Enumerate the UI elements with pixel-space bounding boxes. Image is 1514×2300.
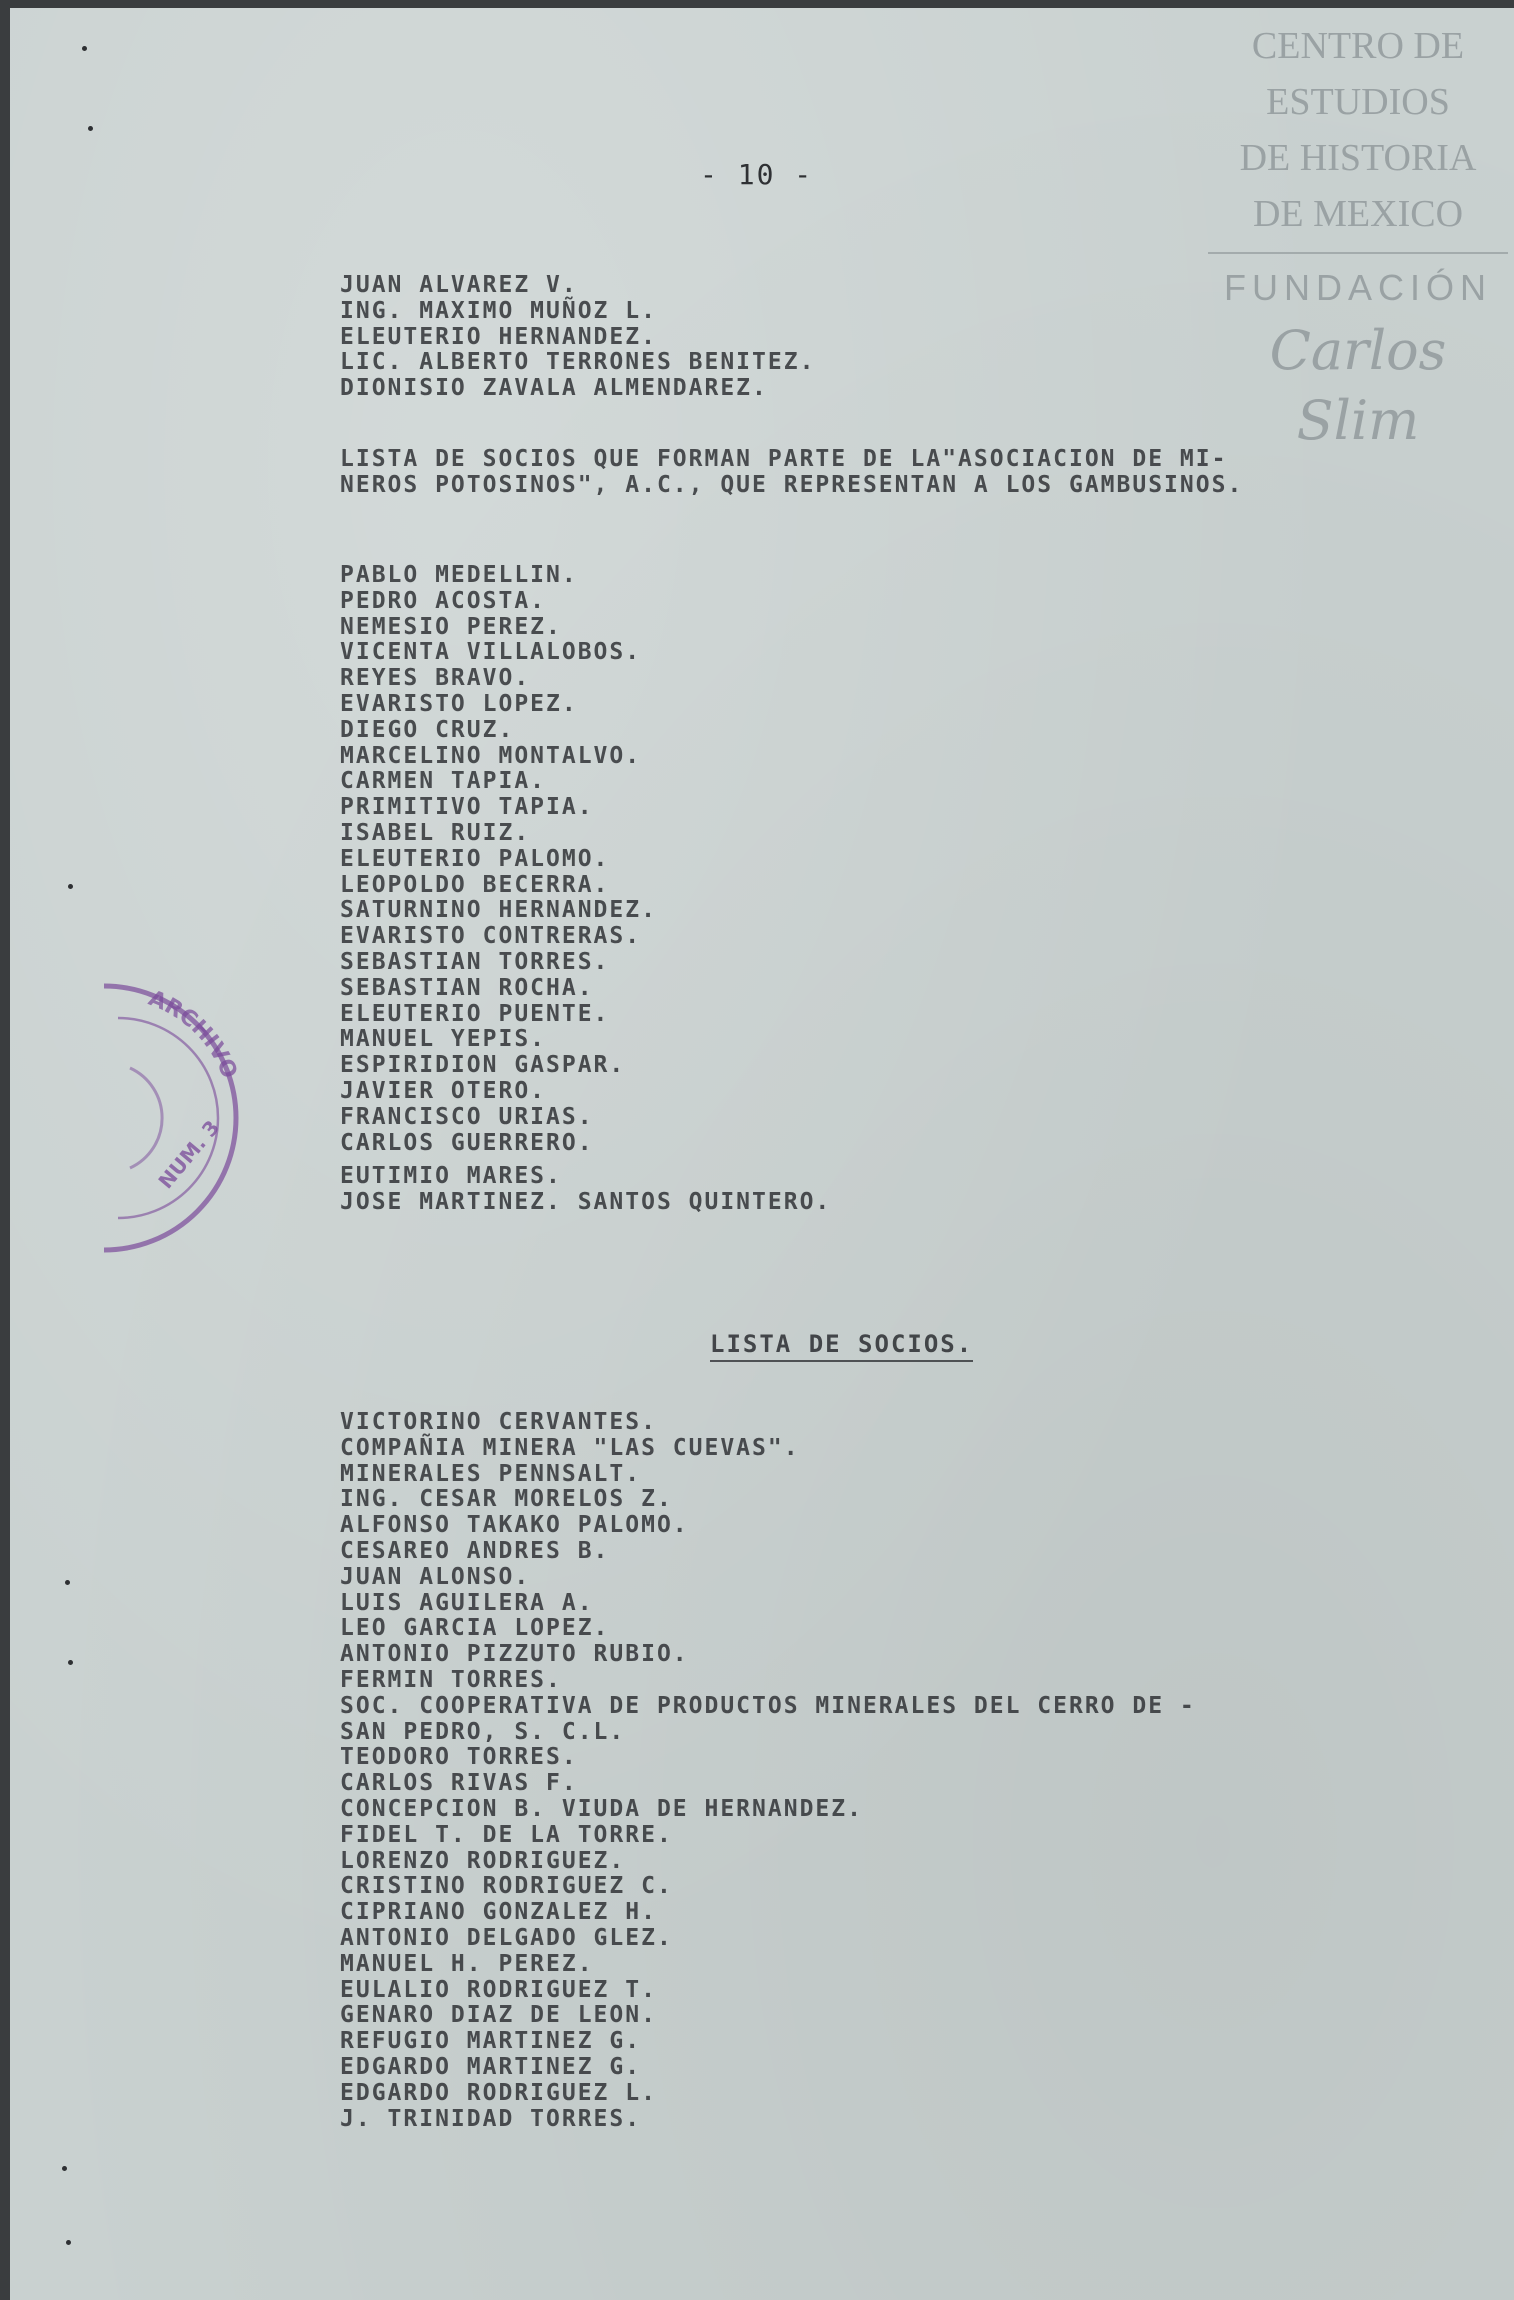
list-item: JOSE MARTINEZ. SANTOS QUINTERO. xyxy=(340,1189,832,1216)
list-item: CRISTINO RODRIGUEZ C. xyxy=(340,1873,673,1900)
paper-speck xyxy=(68,884,73,889)
list-item: LEO GARCIA LOPEZ. xyxy=(340,1615,610,1642)
list-item: VICTORINO CERVANTES. xyxy=(340,1409,657,1435)
list-item: EDGARDO MARTINEZ G. xyxy=(340,2053,642,2080)
list-item: CARLOS RIVAS F. xyxy=(340,1770,578,1797)
list-item: CONCEPCION B. VIUDA DE HERNANDEZ. xyxy=(340,1795,863,1822)
paper-speck xyxy=(82,46,87,51)
watermark-line-3: DE HISTORIA xyxy=(1239,137,1477,179)
list-item: SAN PEDRO, S. C.L. xyxy=(340,1718,626,1745)
paper-speck xyxy=(62,2166,67,2171)
document-page xyxy=(10,8,1514,2300)
list-item: EVARISTO CONTRERAS. xyxy=(340,923,642,950)
list-item: LORENZO RODRIGUEZ. xyxy=(340,1847,626,1874)
list-item: J. TRINIDAD TORRES. xyxy=(340,2105,642,2132)
stamp-number: NUM. 3 xyxy=(153,1115,225,1194)
list-item: ELEUTERIO HERNANDEZ. xyxy=(340,323,657,350)
paper-speck xyxy=(66,2240,71,2245)
list-item: CIPRIANO GONZALEZ H. xyxy=(340,1899,657,1926)
top-names-list xyxy=(340,273,815,402)
socios-list xyxy=(340,1410,1196,2132)
list-item: ALFONSO TAKAKO PALOMO. xyxy=(340,1512,689,1539)
page-number: - 10 - xyxy=(700,158,814,191)
list-item: JUAN ALONSO. xyxy=(340,1563,531,1590)
list-item: DIEGO CRUZ. xyxy=(340,716,515,743)
list-item: LEOPOLDO BECERRA. xyxy=(340,871,610,898)
intro-paragraph xyxy=(340,446,1243,498)
list-item: TEODORO TORRES. xyxy=(340,1744,578,1771)
paper-speck xyxy=(68,1660,73,1665)
list-item: DIONISIO ZAVALA ALMENDAREZ. xyxy=(340,375,768,402)
watermark-line-2: ESTUDIOS xyxy=(1266,81,1450,123)
list-item: FERMIN TORRES. xyxy=(340,1666,562,1693)
list-item: ING. CESAR MORELOS Z. xyxy=(340,1486,673,1513)
list-item: GENARO DIAZ DE LEON. xyxy=(340,2002,657,2029)
list-item: NEMESIO PEREZ. xyxy=(340,613,562,640)
list-item: CARLOS GUERRERO. xyxy=(340,1129,594,1156)
list-item: ING. MAXIMO MUÑOZ L. xyxy=(340,297,657,324)
list-item: LUIS AGUILERA A. xyxy=(340,1589,594,1616)
list-item: ELEUTERIO PUENTE. xyxy=(340,1000,610,1027)
watermark-signature: Carlos Slim xyxy=(1269,319,1447,452)
gambusinos-list xyxy=(340,563,831,1216)
list-item: CESAREO ANDRES B. xyxy=(340,1537,610,1564)
paragraph-line: NEROS POTOSINOS", A.C., QUE REPRESENTAN A LOS GAMBUSINOS. xyxy=(340,472,1244,498)
paper-speck xyxy=(65,1580,70,1585)
list-item: MANUEL YEPIS. xyxy=(340,1026,547,1053)
list-item: EVARISTO LOPEZ. xyxy=(340,690,578,717)
list-item: MANUEL H. PEREZ. xyxy=(340,1950,594,1977)
list-item: LIC. ALBERTO TERRONES BENITEZ. xyxy=(340,349,816,376)
list-item: SEBASTIAN TORRES. xyxy=(340,948,610,975)
list-item: ANTONIO DELGADO GLEZ. xyxy=(340,1924,673,1951)
list-item: ELEUTERIO PALOMO. xyxy=(340,845,610,872)
list-item: EULALIO RODRIGUEZ T. xyxy=(340,1976,657,2003)
list-item: SEBASTIAN ROCHA. xyxy=(340,974,594,1001)
watermark-fundacion: FUNDACIÓN xyxy=(1224,267,1492,308)
list-item: JUAN ALVAREZ V. xyxy=(340,272,578,298)
list-item: EUTIMIO MARES. xyxy=(340,1163,562,1190)
list-item: FRANCISCO URIAS. xyxy=(340,1103,594,1130)
list-item: SOC. COOPERATIVA DE PRODUCTOS MINERALES DEL CERRO DE - xyxy=(340,1692,1196,1719)
list-item: REFUGIO MARTINEZ G. xyxy=(340,2028,642,2055)
watermark-divider xyxy=(1208,252,1508,254)
list-item: CARMEN TAPIA. xyxy=(340,768,547,795)
list-item: REYES BRAVO. xyxy=(340,665,531,692)
list-item: SATURNINO HERNANDEZ. xyxy=(340,897,657,924)
stamp-text: ARCHIVO xyxy=(144,985,242,1083)
archive-stamp xyxy=(70,968,250,1268)
list-item: COMPAÑIA MINERA "LAS CUEVAS". xyxy=(340,1434,800,1461)
paragraph-line: LISTA DE SOCIOS QUE FORMAN PARTE DE LA"ASOCIACION DE MI- xyxy=(340,446,1228,472)
watermark-line-4: DE MEXICO xyxy=(1252,193,1464,235)
list-item: ISABEL RUIZ. xyxy=(340,819,531,846)
list-item: ANTONIO PIZZUTO RUBIO. xyxy=(340,1641,689,1668)
section-heading: LISTA DE SOCIOS. xyxy=(710,1330,973,1362)
list-item: PEDRO ACOSTA. xyxy=(340,587,547,614)
list-item: JAVIER OTERO. xyxy=(340,1077,547,1104)
list-item: MINERALES PENNSALT. xyxy=(340,1460,642,1487)
list-item: VICENTA VILLALOBOS. xyxy=(340,639,642,666)
list-item: PRIMITIVO TAPIA. xyxy=(340,794,594,821)
stamp-outer-ring xyxy=(104,986,236,1250)
stamp-center-ring xyxy=(130,1068,162,1168)
list-item: PABLO MEDELLIN. xyxy=(340,562,578,588)
paper-speck xyxy=(88,126,93,131)
list-item: ESPIRIDION GASPAR. xyxy=(340,1052,626,1079)
archive-watermark xyxy=(1208,18,1508,456)
list-item: MARCELINO MONTALVO. xyxy=(340,742,642,769)
list-item: EDGARDO RODRIGUEZ L. xyxy=(340,2079,657,2106)
watermark-line-1: CENTRO DE xyxy=(1251,25,1465,67)
list-item: FIDEL T. DE LA TORRE. xyxy=(340,1821,673,1848)
